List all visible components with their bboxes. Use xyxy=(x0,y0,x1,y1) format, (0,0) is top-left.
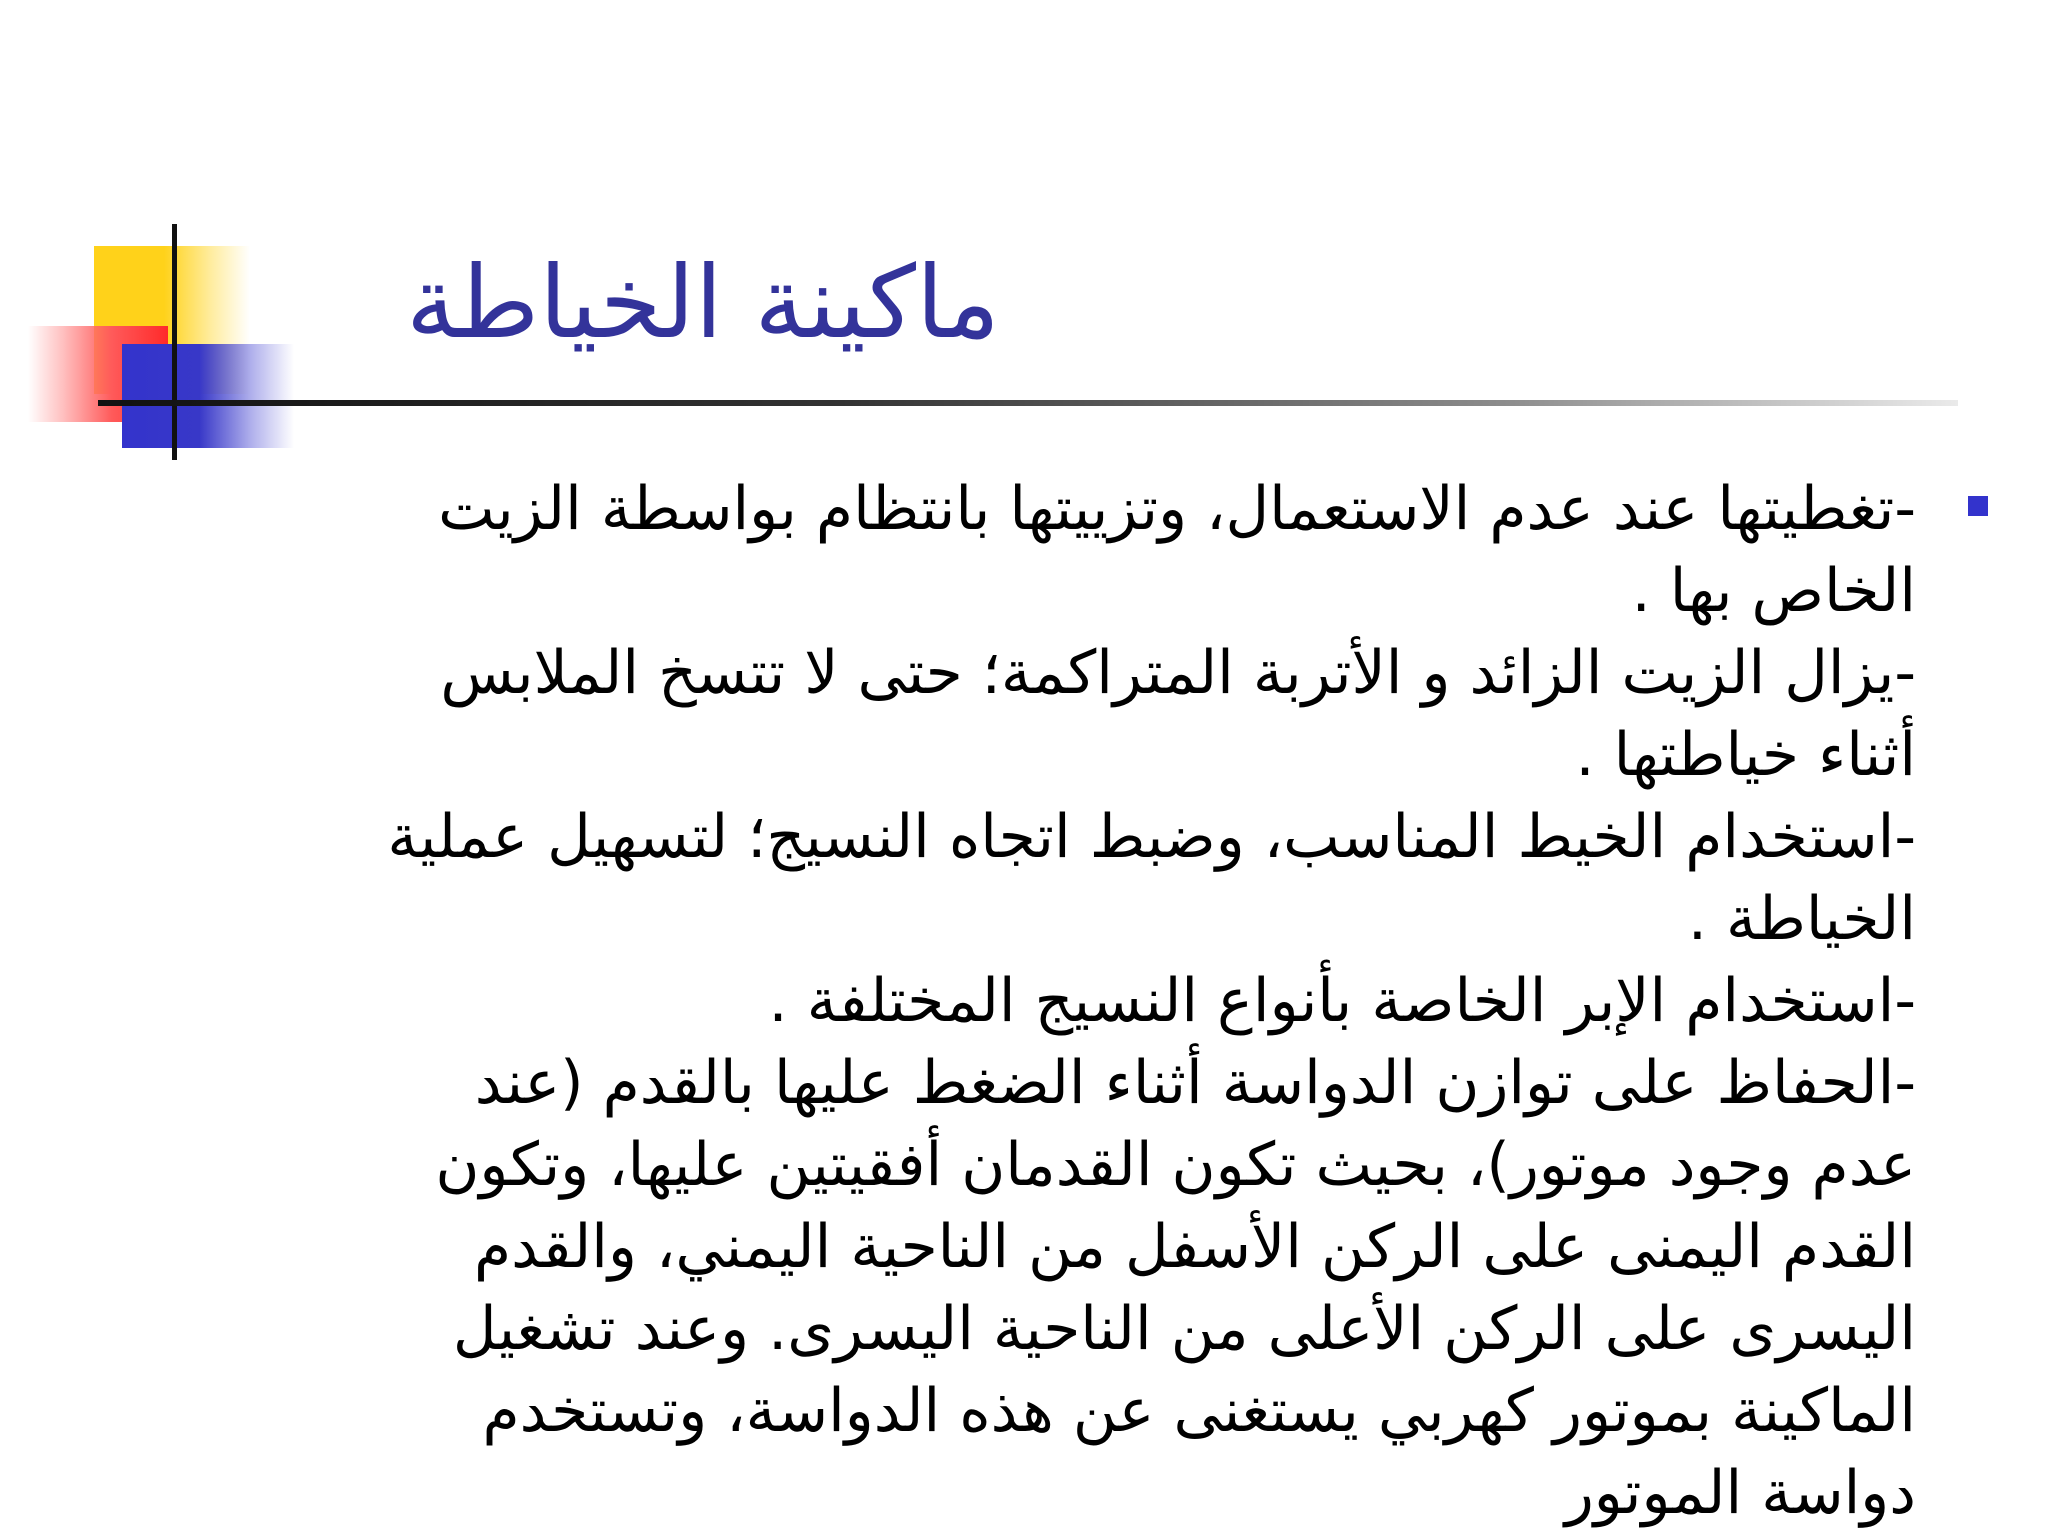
body-line: أثناء خياطتها . xyxy=(1575,720,1916,790)
body-line: -يزال الزيت الزائد و الأتربة المتراكمة؛ حتى لا تتسخ الملابس xyxy=(440,638,1916,708)
slide-body xyxy=(316,468,1916,1534)
body-line: الخياطة . xyxy=(1687,884,1916,954)
body-line: الخاص بها . xyxy=(1631,556,1916,626)
body-line: الماكينة بموتور كهربي يستغنى عن هذه الدواسة، وتستخدم xyxy=(482,1376,1916,1446)
square-bullet-icon xyxy=(1968,496,1988,516)
body-line: -استخدام الخيط المناسب، وضبط اتجاه النسيج؛ لتسهيل عملية xyxy=(387,802,1916,872)
title-underline xyxy=(98,400,1958,406)
body-line: القدم اليمنى على الركن الأسفل من الناحية اليمني، والقدم xyxy=(474,1212,1916,1282)
body-line: اليسرى على الركن الأعلى من الناحية اليسرى. وعند تشغيل xyxy=(452,1294,1916,1364)
decorative-vertical-line xyxy=(172,224,177,460)
body-line: -استخدام الإبر الخاصة بأنواع النسيج المختلفة . xyxy=(768,966,1916,1036)
body-line: -تغطيتها عند عدم الاستعمال، وتزييتها بانتظام بواسطة الزيت xyxy=(438,474,1916,544)
body-line: عدم وجود موتور)، بحيث تكون القدمان أفقيتين عليها، وتكون xyxy=(435,1130,1916,1200)
decorative-blue-square xyxy=(122,344,294,448)
body-line: -الحفاظ على توازن الدواسة أثناء الضغط عليها بالقدم (عند xyxy=(474,1048,1916,1118)
body-line: دواسة الموتور xyxy=(1564,1458,1916,1528)
slide-title: ماكينة الخياطة xyxy=(405,244,1000,361)
